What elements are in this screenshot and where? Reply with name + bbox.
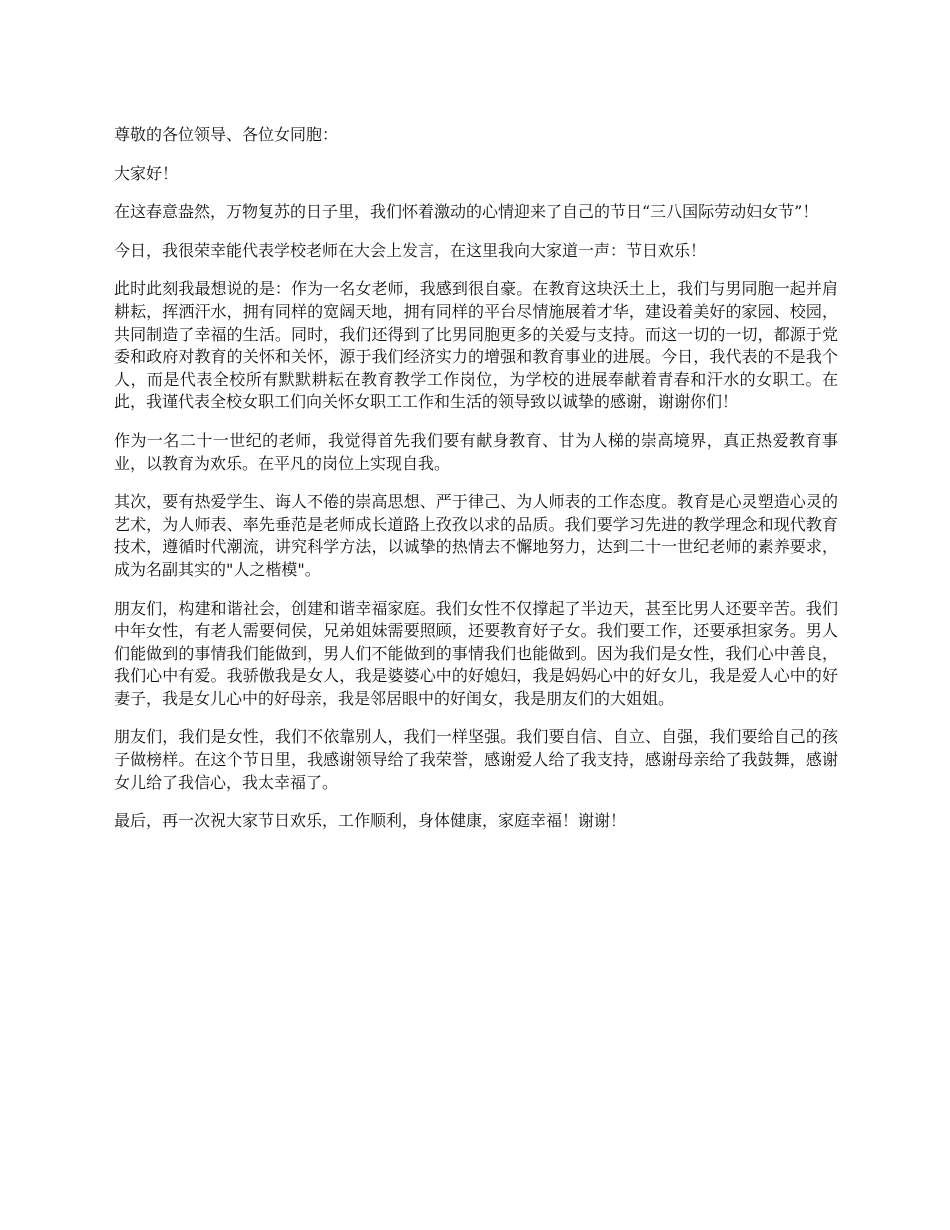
salutation: 尊敬的各位领导、各位女同胞：: [114, 125, 339, 144]
paragraph: 今日，我很荣幸能代表学校老师在大会上发言，在这里我向大家道一声：节日欢乐！: [114, 240, 707, 260]
paragraph: 其次，要有热爱学生、诲人不倦的崇高思想、严于律己、为人师表的工作态度。教育是心灵塑造心灵的艺术，为人师表、率先垂范是老师成长道路上孜孜以求的品质。我们要学习先进的教学理念和现代教育技术，遵循时代潮流，讲究科学方法，以诚挚的热情去不懈地努力，达到二十一世纪老师的素养要求，成为名副其实的"人之楷模"。: [114, 492, 838, 579]
paragraph: 朋友们，构建和谐社会，创建和谐幸福家庭。我们女性不仅撑起了半边天，甚至比男人还要辛苦。我们中年女性，有老人需要伺侯，兄弟姐妹需要照顾，还要教育好子女。我们要工作，还要承担家务。男人们能做到的事情我们能做到，男人们不能做到的事情我们也能做到。因为我们是女性，我们心中善良，我们心中有爱。我骄傲我是女人，我是婆婆心中的好媳妇，我是妈妈心中的好女儿，我是爱人心中的好妻子，我是女儿心中的好母亲，我是邻居眼中的好闺女，我是朋友们的大姐姐。: [114, 598, 838, 708]
paragraph: 最后，再一次祝大家节日欢乐，工作顺利，身体健康，家庭幸福！谢谢！: [114, 811, 627, 831]
paragraph: 朋友们，我们是女性，我们不依靠别人，我们一样坚强。我们要自信、自立、自强，我们要给自己的孩子做榜样。在这个节日里，我感谢领导给了我荣誉，感谢爱人给了我支持，感谢母亲给了我鼓舞，感谢女儿给了我信心，我太幸福了。: [114, 727, 838, 792]
paragraph: 作为一名二十一世纪的老师，我觉得首先我们要有献身教育、甘为人梯的崇高境界，真正热爱教育事业，以教育为欢乐。在平凡的岗位上实现自我。: [114, 430, 838, 473]
greeting: 大家好！: [114, 163, 179, 183]
paragraph: 在这春意盎然，万物复苏的日子里，我们怀着激动的心情迎来了自己的节日“三八国际劳动妇女节”！: [114, 202, 819, 222]
paragraph: 此时此刻我最想说的是：作为一名女老师，我感到很自豪。在教育这块沃土上，我们与男同胞一起并肩耕耘，挥洒汗水，拥有同样的宽阔天地，拥有同样的平台尽情施展着才华，建设着美好的家园、校园，共同制造了幸福的生活。同时，我们还得到了比男同胞更多的关爱与支持。而这一切的一切，都源于党委和政府对教育的关怀和关怀，源于我们经济实力的增强和教育事业的进展。今日，我代表的不是我个人，而是代表全校所有默默耕耘在教育教学工作岗位，为学校的进展奉献着青春和汗水的女职工。在此，我谨代表全校女职工们向关怀女职工工作和生活的领导致以诚挚的感谢，谢谢你们！: [114, 279, 838, 412]
speech-body: [114, 124, 838, 849]
